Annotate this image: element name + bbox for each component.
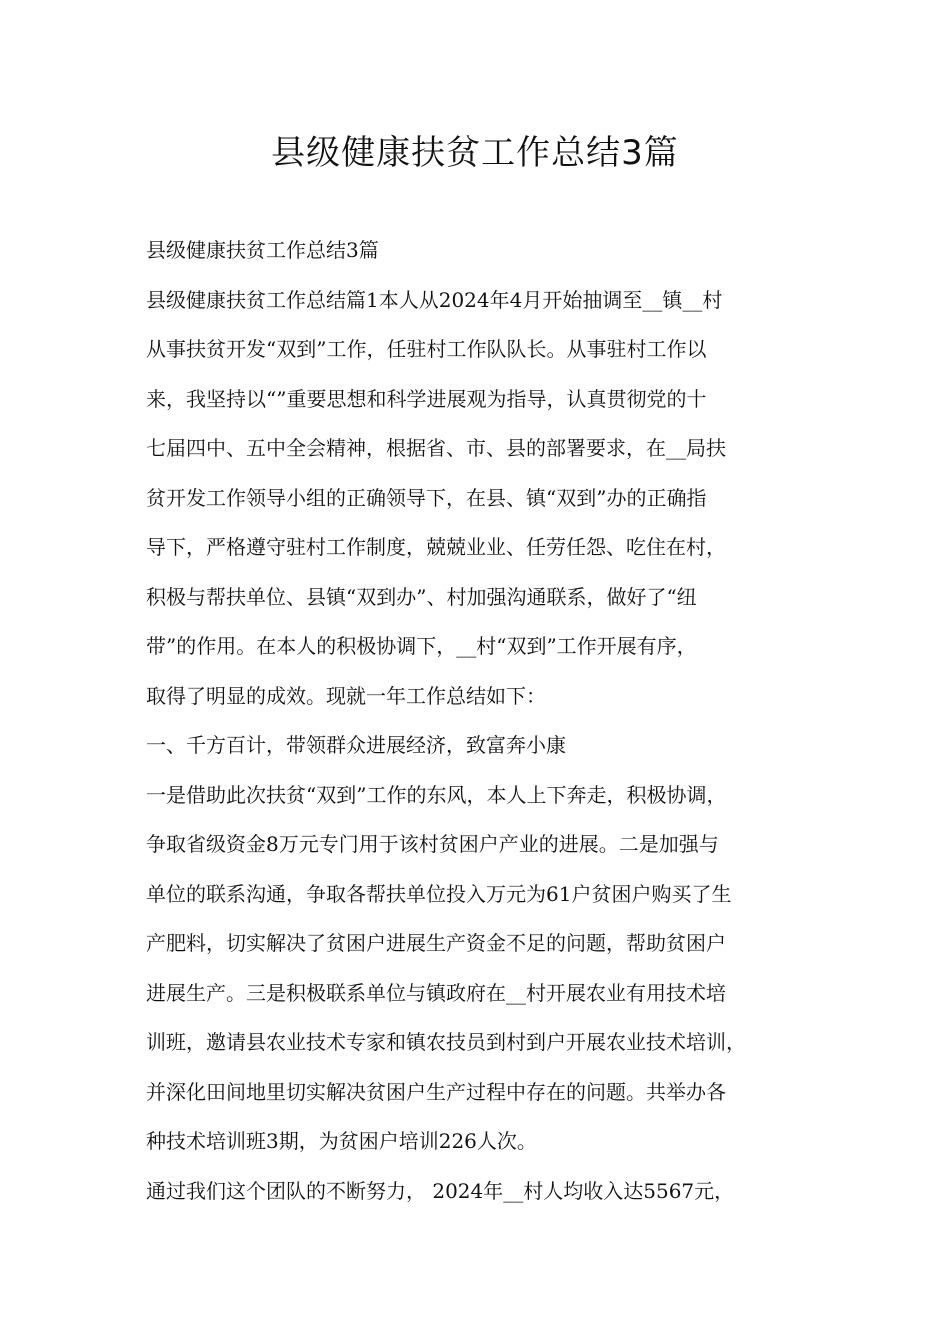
body-line: 争取省级资金8万元专门用于该村贫困户产业的进展。二是加强与	[146, 832, 719, 856]
body-line: 从事扶贫开发“双到”工作，任驻村工作队队长。从事驻村工作以	[146, 337, 707, 361]
body-line: 来，我坚持以“”重要思想和科学进展观为指导，认真贯彻党的十	[146, 386, 707, 411]
body-line: 积极与帮扶单位、县镇“双到办”、村加强沟通联系，做好了“纽	[146, 584, 697, 609]
body-line: 一是借助此次扶贫“双到”工作的东风，本人上下奔走，积极协调，	[146, 782, 727, 807]
body-line: 并深化田间地里切实解决贫困户生产过程中存在的问题。共举办各	[146, 1079, 726, 1104]
section-heading: 一、千方百计，带领群众进展经济，致富奔小康	[146, 733, 566, 757]
body-line: 县级健康扶贫工作总结3篇	[146, 238, 379, 262]
body-line: 带”的作用。在本人的积极协调下，__村“双到”工作开展有序，	[146, 634, 697, 658]
document-title: 县级健康扶贫工作总结3篇	[271, 133, 679, 173]
body-line: 取得了明显的成效。现就一年工作总结如下：	[146, 683, 546, 708]
document-body	[146, 230, 826, 1220]
body-line: 通过我们这个团队的不断努力， 2024年__村人均收入达5567元，	[146, 1178, 735, 1203]
body-line: 单位的联系沟通，争取各帮扶单位投入万元为61户贫困户购买了生	[146, 881, 732, 906]
body-line: 贫开发工作领导小组的正确领导下，在县、镇“双到”办的正确指	[146, 485, 707, 510]
body-line: 种技术培训班3期，为贫困户培训226人次。	[146, 1129, 537, 1153]
body-line: 七届四中、五中全会精神，根据省、市、县的部署要求，在__局扶	[146, 436, 726, 460]
body-line: 县级健康扶贫工作总结篇1本人从2024年4月开始抽调至__镇__村	[146, 287, 723, 312]
body-line: 导下，严格遵守驻村工作制度，兢兢业业、任劳任怨、吃住在村，	[146, 535, 726, 559]
body-line: 产肥料，切实解决了贫困户进展生产资金不足的问题，帮助贫困户	[146, 931, 726, 955]
body-line: 训班，邀请县农业技术专家和镇农技员到村到户开展农业技术培训，	[146, 1030, 746, 1054]
body-line: 进展生产。三是积极联系单位与镇政府在__村开展农业有用技术培	[146, 980, 726, 1005]
